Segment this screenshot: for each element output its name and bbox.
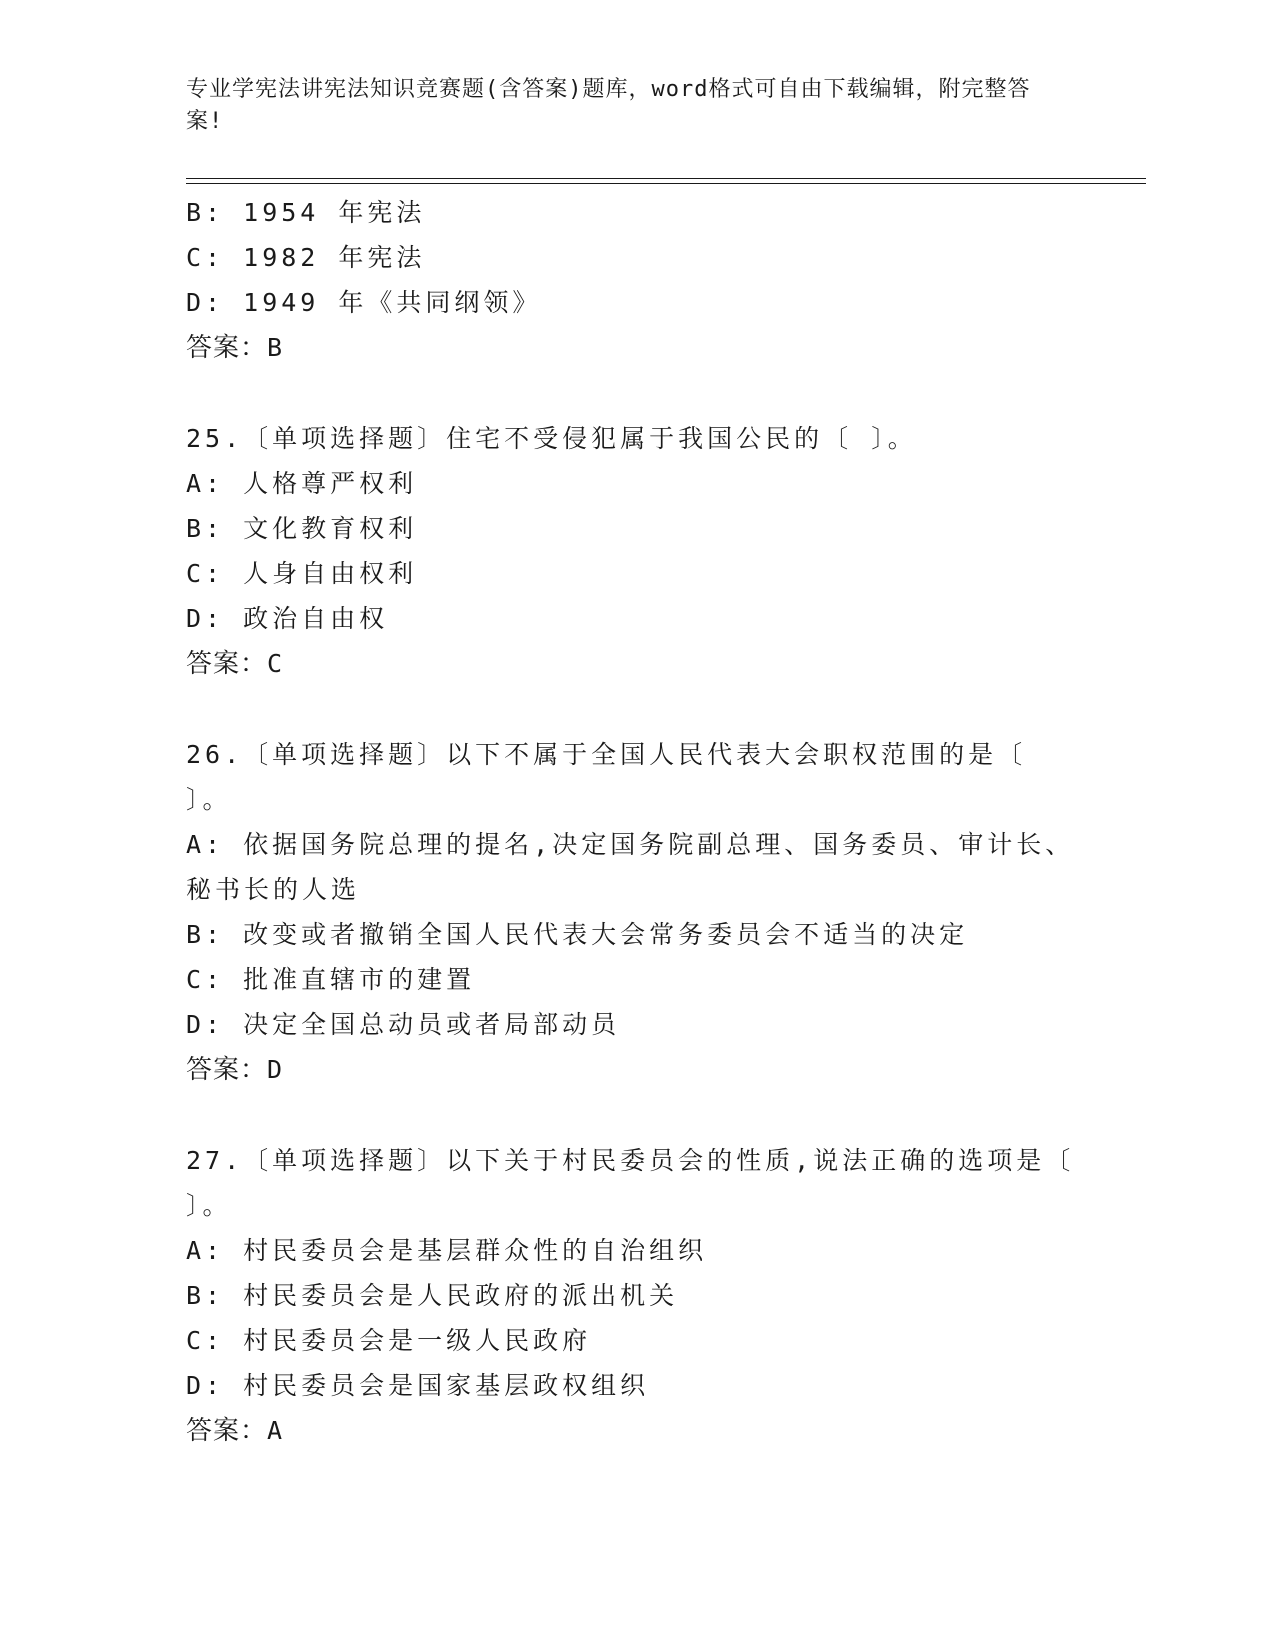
answer-label: 答案： xyxy=(186,333,268,363)
question-26 xyxy=(186,732,1075,1092)
spacer xyxy=(186,686,1066,732)
option-c: C: 村民委员会是一级人民政府 xyxy=(186,1326,592,1355)
option-d: D: 政治自由权 xyxy=(186,604,389,633)
option-b: B: 改变或者撤销全国人民代表大会常务委员会不适当的决定 xyxy=(186,920,969,949)
spacer xyxy=(186,1092,1066,1138)
answer-line xyxy=(186,1047,1066,1092)
answer-line xyxy=(186,325,1066,370)
option-d: D: 1949 年《共同纲领》 xyxy=(186,288,542,317)
question-content xyxy=(186,190,1075,1453)
option-c: C: 1982 年宪法 xyxy=(186,243,426,272)
question-25 xyxy=(186,416,1066,686)
answer-value: B xyxy=(267,333,284,362)
answer-value: D xyxy=(267,1055,284,1084)
question-stem-continued: 〕。 xyxy=(186,1191,232,1220)
header-rule-top xyxy=(186,178,1146,179)
question-stem: 26.〔单项选择题〕以下不属于全国人民代表大会职权范围的是〔 xyxy=(186,740,1027,769)
option-a-continued: 秘书长的人选 xyxy=(186,875,361,904)
question-27 xyxy=(186,1138,1075,1453)
option-c: C: 批准直辖市的建置 xyxy=(186,965,476,994)
answer-value: C xyxy=(267,649,284,678)
question-stem: 27.〔单项选择题〕以下关于村民委员会的性质,说法正确的选项是〔 xyxy=(186,1146,1075,1175)
answer-line xyxy=(186,641,1066,686)
answer-value: A xyxy=(267,1416,284,1445)
option-c: C: 人身自由权利 xyxy=(186,559,418,588)
option-b: B: 文化教育权利 xyxy=(186,514,418,543)
option-b: B: 村民委员会是人民政府的派出机关 xyxy=(186,1281,679,1310)
document-header: 专业学宪法讲宪法知识竞赛题(含答案)题库，word格式可自由下载编辑，附完整答案! xyxy=(186,77,1031,134)
option-b: B: 1954 年宪法 xyxy=(186,198,426,227)
option-a: A: 依据国务院总理的提名,决定国务院副总理、国务委员、审计长、 xyxy=(186,830,1075,859)
question-stem: 25.〔单项选择题〕住宅不受侵犯属于我国公民的〔 〕。 xyxy=(186,424,917,453)
option-a: A: 人格尊严权利 xyxy=(186,469,418,498)
answer-line xyxy=(186,1408,1066,1453)
answer-label: 答案： xyxy=(186,1055,268,1085)
option-a: A: 村民委员会是基层群众性的自治组织 xyxy=(186,1236,708,1265)
question-24-continued xyxy=(186,190,1066,370)
question-stem-continued: 〕。 xyxy=(186,785,232,814)
spacer xyxy=(186,370,1066,416)
answer-label: 答案： xyxy=(186,1416,268,1446)
header-rule-bottom xyxy=(186,183,1146,184)
option-d: D: 村民委员会是国家基层政权组织 xyxy=(186,1371,650,1400)
option-d: D: 决定全国总动员或者局部动员 xyxy=(186,1010,621,1039)
answer-label: 答案： xyxy=(186,649,268,679)
